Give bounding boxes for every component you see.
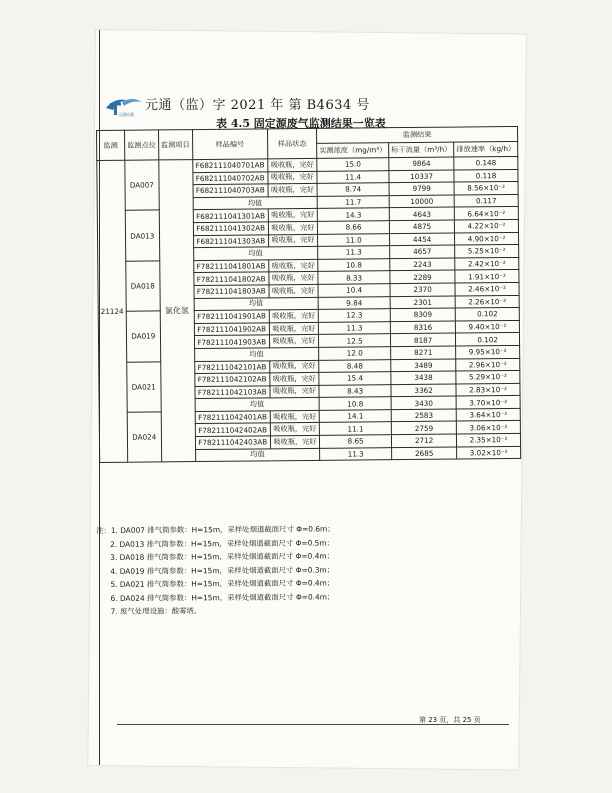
cell-sample: F782111041902AB	[194, 323, 269, 336]
cell-rate: 3.06×10⁻²	[456, 421, 520, 434]
cell-average-conc: 11.3	[318, 246, 390, 259]
cell-flow: 2712	[392, 434, 457, 447]
cell-rate: 3.64×10⁻²	[456, 408, 520, 421]
cell-state: 吸收瓶，完好	[270, 435, 319, 448]
header-point: 监测点位	[124, 130, 158, 160]
cell-state: 吸收瓶，完好	[270, 372, 319, 385]
cell-average-label: 均值	[194, 347, 319, 361]
cell-average-conc: 11.7	[317, 195, 389, 208]
cell-average-conc: 11.3	[320, 447, 392, 460]
header-code: 监测	[97, 130, 125, 160]
document-reference: 元通（监）字 2021 年 第 B4634 号	[145, 98, 370, 113]
cell-sample: F682111040703AB	[193, 184, 268, 197]
header-sample: 样品编号	[192, 129, 268, 160]
cell-average-flow: 3430	[391, 396, 456, 409]
cell-flow: 8316	[390, 321, 455, 334]
cell-rate: 8.56×10⁻²	[454, 182, 518, 195]
header-state: 样品状态	[267, 128, 317, 158]
cell-rate: 2.46×10⁻²	[455, 282, 519, 295]
cell-conc: 10.8	[318, 258, 390, 271]
cell-average-conc: 12.0	[319, 347, 391, 360]
cell-rate: 4.90×10⁻²	[455, 232, 519, 245]
page-number: 第 23 页，共 25 页	[419, 716, 481, 724]
cell-state: 吸收瓶，完好	[269, 272, 318, 285]
cell-conc: 8.48	[319, 359, 391, 372]
cell-conc: 15.4	[319, 372, 391, 385]
cell-average-rate: 5.25×10⁻²	[455, 245, 519, 258]
table-title: 表 4.5 固定源废气监测结果一览表	[216, 117, 386, 130]
header-results-group: 监测结果	[317, 126, 518, 143]
cell-average-rate: 2.26×10⁻²	[455, 295, 519, 308]
cell-rate: 2.83×10⁻²	[456, 383, 520, 396]
cell-rate: 0.102	[456, 333, 520, 346]
cell-flow: 2759	[391, 422, 456, 435]
cell-average-flow: 2301	[390, 296, 455, 309]
cell-average-label: 均值	[193, 247, 318, 261]
cell-sample: F782111042102AB	[194, 373, 269, 386]
cell-conc: 12.5	[319, 334, 391, 347]
cell-average-conc: 10.8	[319, 397, 391, 410]
cell-item: 氯化氢	[159, 160, 196, 463]
cell-conc: 14.1	[319, 410, 391, 423]
header-rate: 排放速率（kg/h）	[454, 141, 518, 157]
header-flow: 标干流量（m³/h）	[389, 142, 454, 158]
cell-average-rate: 9.95×10⁻²	[456, 345, 520, 358]
cell-conc: 14.3	[317, 208, 389, 221]
header-concentration: 实测浓度（mg/m³）	[317, 143, 389, 159]
cell-state: 吸收瓶，完好	[268, 158, 317, 171]
cell-sample: F782111042403AB	[195, 436, 270, 449]
cell-flow: 9864	[389, 157, 454, 170]
cell-state: 吸收瓶，完好	[268, 221, 317, 234]
header-item: 监测项目	[158, 130, 192, 160]
cell-average-label: 均值	[194, 297, 319, 311]
logo-label: 元通检测	[118, 112, 134, 117]
footnotes	[96, 521, 527, 618]
cell-state: 吸收瓶，完好	[270, 385, 319, 398]
cell-average-flow: 4657	[390, 245, 455, 258]
cell-conc: 8.33	[318, 271, 390, 284]
cell-sample: F682111041303AB	[193, 234, 268, 247]
cell-sample: F682111040702AB	[192, 171, 267, 184]
cell-flow: 2289	[390, 270, 455, 283]
cell-sample: F682111040701AB	[192, 159, 267, 172]
cell-state: 吸收瓶，完好	[269, 322, 318, 335]
cell-flow: 3438	[391, 371, 456, 384]
cell-flow: 8187	[391, 333, 456, 346]
note-line: 2. DA013 排气筒参数：H=15m，采样处烟道截面尺寸 Φ=0.5m；	[110, 537, 334, 549]
cell-sample: F782111041801AB	[193, 260, 268, 273]
cell-point: DA019	[126, 311, 160, 362]
cell-point: DA024	[127, 412, 161, 463]
cell-rate: 9.40×10⁻²	[455, 320, 519, 333]
cell-flow: 4643	[389, 207, 454, 220]
cell-conc: 10.4	[318, 284, 390, 297]
cell-rate: 0.102	[455, 308, 519, 321]
cell-average-rate: 3.02×10⁻²	[457, 446, 521, 459]
cell-sample: F682111041301AB	[193, 209, 268, 222]
cell-point: DA021	[127, 361, 161, 412]
cell-average-rate: 0.117	[454, 194, 518, 207]
cell-sample: F682111041302AB	[193, 222, 268, 235]
cell-conc: 8.66	[318, 221, 390, 234]
cell-sample: F782111042103AB	[195, 386, 270, 399]
cell-state: 吸收瓶，完好	[268, 171, 317, 184]
cell-sample: F782111042401AB	[195, 411, 270, 424]
note-line: 3. DA018 排气筒参数：H=15m，采样处烟道截面尺寸 Φ=0.4m；	[110, 551, 335, 562]
cell-average-rate: 3.70×10⁻²	[456, 396, 520, 409]
footer-rule	[117, 724, 509, 725]
cell-state: 吸收瓶，完好	[269, 284, 318, 297]
note-line: 注：1. DA007 排气筒参数：H=15m，采样处烟道截面尺寸 Φ=0.6m；	[96, 524, 335, 535]
cell-flow: 2370	[390, 283, 455, 296]
cell-rate: 2.42×10⁻²	[455, 257, 519, 270]
cell-point: DA018	[126, 261, 160, 312]
cell-average-flow: 2685	[392, 447, 457, 460]
cell-sample: F782111042101AB	[194, 360, 269, 373]
cell-state: 吸收瓶，完好	[270, 410, 319, 423]
cell-rate: 5.29×10⁻²	[456, 371, 520, 384]
cell-sample: F782111041802AB	[193, 272, 268, 285]
cell-flow: 2243	[390, 258, 455, 271]
cell-sample: F782111042402AB	[195, 423, 270, 436]
note-line: 6. DA024 排气筒参数：H=15m，采样处烟道截面尺寸 Φ=0.4m；	[110, 591, 335, 603]
cell-conc: 8.43	[319, 384, 391, 397]
monitoring-results-table	[96, 126, 521, 463]
cell-flow: 3489	[391, 359, 456, 372]
cell-state: 吸收瓶，完好	[269, 335, 318, 348]
cell-flow: 4875	[390, 220, 455, 233]
cell-rate: 2.96×10⁻²	[456, 358, 520, 371]
cell-flow: 3362	[391, 384, 456, 397]
cell-state: 吸收瓶，完好	[270, 360, 319, 373]
cell-point: DA013	[125, 210, 159, 261]
cell-state: 吸收瓶，完好	[269, 259, 318, 272]
cell-conc: 11.4	[317, 170, 389, 183]
cell-average-label: 均值	[193, 196, 318, 210]
cell-flow: 4454	[390, 233, 455, 246]
cell-flow: 8309	[390, 308, 455, 321]
cell-rate: 0.148	[454, 156, 518, 169]
cell-average-flow: 10000	[389, 195, 454, 208]
cell-average-label: 均值	[195, 448, 320, 462]
cell-state: 吸收瓶，完好	[268, 209, 317, 222]
cell-conc: 11.0	[318, 233, 390, 246]
table-header	[97, 126, 518, 160]
cell-rate: 2.35×10⁻²	[457, 434, 521, 447]
cell-sample: F782111041803AB	[194, 285, 269, 298]
cell-point: DA007	[125, 160, 159, 211]
cell-average-label: 均值	[195, 398, 320, 412]
cell-conc: 11.1	[319, 422, 391, 435]
cell-rate: 6.64×10⁻²	[454, 207, 518, 220]
note-line: 4. DA019 排气筒参数：H=15m，采样处烟道截面尺寸 Φ=0.3m；	[110, 564, 335, 576]
cell-state: 吸收瓶，完好	[268, 234, 317, 247]
cell-conc: 8.74	[317, 183, 389, 196]
cell-rate: 1.91×10⁻²	[455, 270, 519, 283]
cell-conc: 15.0	[317, 158, 389, 171]
cell-state: 吸收瓶，完好	[270, 423, 319, 436]
cell-flow: 10337	[389, 170, 454, 183]
cell-code: 21124	[97, 160, 128, 463]
cell-sample: F782111041903AB	[194, 335, 269, 348]
cell-flow: 2583	[391, 409, 456, 422]
cell-rate: 4.22×10⁻²	[455, 219, 519, 232]
cell-conc: 12.3	[318, 309, 390, 322]
cell-conc: 8.65	[320, 435, 392, 448]
cell-state: 吸收瓶，完好	[268, 184, 317, 197]
cell-average-conc: 9.84	[318, 296, 390, 309]
cell-sample: F782111041901AB	[194, 310, 269, 323]
note-line: 7. 废气处理设施：酸雾塔。	[110, 606, 202, 616]
cell-flow: 9799	[389, 182, 454, 195]
cell-average-flow: 8271	[391, 346, 456, 359]
cell-state: 吸收瓶，完好	[269, 309, 318, 322]
note-line: 5. DA021 排气筒参数：H=15m，采样处烟道截面尺寸 Φ=0.4m；	[110, 578, 335, 589]
cell-rate: 0.118	[454, 169, 518, 182]
table-body	[97, 156, 521, 462]
cell-conc: 11.3	[318, 321, 390, 334]
